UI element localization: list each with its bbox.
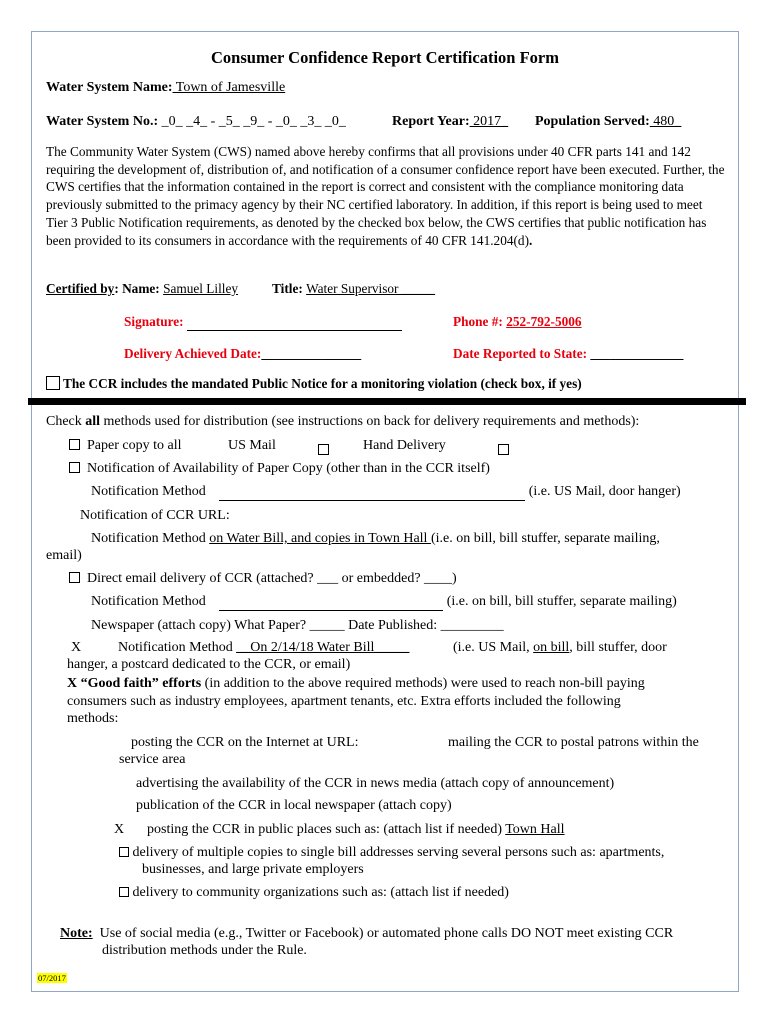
x-hint-post: , bill stuffer, door xyxy=(569,640,667,655)
service-area-text: service area xyxy=(119,752,186,767)
population-row xyxy=(535,114,681,130)
community-org-checkbox[interactable] xyxy=(119,887,129,897)
note-text-1: Use of social media (e.g., Twitter or Facebook) or automated phone calls DO NOT meet existing CCR xyxy=(99,926,674,941)
delivery-date-field[interactable]: _______________ xyxy=(261,346,362,361)
us-mail-option: US Mail xyxy=(228,438,276,453)
good-faith-text-1: (in addition to the above required methods) were used to reach non-bill paying xyxy=(201,676,645,691)
date-reported-label: Date Reported to State: xyxy=(453,346,588,361)
community-org-label: delivery to community organizations such as: (attach list if needed) xyxy=(132,885,509,900)
url-notification-hint: (i.e. on bill, bill stuffer, separate mailing, xyxy=(430,531,660,546)
ccr-notice-row xyxy=(46,376,582,392)
paper-copy-row xyxy=(69,438,181,454)
good-faith-line-3: methods: xyxy=(67,711,119,726)
certification-period: . xyxy=(529,232,533,248)
methods-intro-all: all xyxy=(85,414,101,429)
x-notification-method-value[interactable]: __On 2/14/18 Water Bill_____ xyxy=(236,640,410,655)
population-label: Population Served: xyxy=(535,114,650,129)
certified-title-label: Title: xyxy=(272,281,307,296)
x-hint-pre: (i.e. US Mail, xyxy=(453,640,534,655)
x-notification-hint xyxy=(453,640,667,656)
certified-by-label: Certified by xyxy=(46,281,115,296)
public-places-row xyxy=(147,822,565,838)
note-row xyxy=(60,926,673,942)
multiple-copies-checkbox[interactable] xyxy=(119,847,129,857)
notification-method-field[interactable] xyxy=(219,484,525,501)
x-hint-on-bill: on bill xyxy=(533,640,570,655)
hand-delivery-option: Hand Delivery xyxy=(363,438,446,453)
notification-availability-row xyxy=(69,461,490,477)
publication-option: publication of the CCR in local newspaper (attach copy) xyxy=(136,798,452,813)
methods-intro-post: methods used for distribution (see instructions on back for delivery requirements and methods): xyxy=(100,414,640,429)
x-notification-row xyxy=(118,640,409,656)
direct-email-label: Direct email delivery of CCR (attached? ___ or embedded? ____) xyxy=(87,571,457,586)
signature-field[interactable] xyxy=(187,314,402,331)
public-places-value[interactable]: Town Hall xyxy=(505,822,565,837)
x-notification-hint-2: hanger, a postcard dedicated to the CCR, or email) xyxy=(67,657,351,672)
notification-method-row-2 xyxy=(91,594,677,611)
water-system-no-value[interactable]: _0_ _4_ - _5_ _9_ - _0_ _3_ _0_ xyxy=(161,114,346,129)
public-places-label: posting the CCR in public places such as: (attach list if needed) xyxy=(147,822,506,837)
water-system-no-label: Water System No.: xyxy=(46,114,159,129)
certification-paragraph xyxy=(46,143,726,249)
notification-method-row-1 xyxy=(91,484,681,501)
form-title: Consumer Confidence Report Certification Form xyxy=(211,48,559,67)
certified-by-row xyxy=(46,281,238,297)
water-system-name-value[interactable]: Town of Jamesville xyxy=(172,80,286,95)
multiple-copies-label-2: businesses, and large private employers xyxy=(142,862,364,877)
water-system-name-row xyxy=(46,80,285,96)
certified-title-value[interactable]: Water Supervisor _____ xyxy=(306,281,436,296)
water-system-name-label: Water System Name: xyxy=(46,80,173,95)
date-reported-row xyxy=(453,346,683,362)
ccr-notice-checkbox[interactable] xyxy=(46,376,60,390)
direct-email-checkbox[interactable] xyxy=(69,572,80,583)
newspaper-row: Newspaper (attach copy) What Paper? _____ Date Published: _________ xyxy=(91,618,504,633)
email-notification-hint: (i.e. on bill, bill stuffer, separate mailing) xyxy=(446,594,677,609)
paper-copy-checkbox[interactable] xyxy=(69,439,80,450)
phone-label: Phone #: xyxy=(453,314,507,329)
certified-name-value[interactable]: Samuel Lilley xyxy=(163,281,239,296)
ccr-notice-text: The CCR includes the mandated Public Notice for a monitoring violation (check box, if yes) xyxy=(63,376,582,391)
notification-method-label: Notification Method xyxy=(91,484,206,499)
phone-value[interactable]: 252-792-5006 xyxy=(506,314,582,329)
notification-availability-checkbox[interactable] xyxy=(69,462,80,473)
signature-row xyxy=(124,314,402,331)
multiple-copies-row xyxy=(119,845,664,861)
certification-text: The Community Water System (CWS) named above hereby confirms that all provisions under 40 CFR parts 141 and 142 requiring the development of, distribution of, and notification of a consumer confidence report have been executed. Further, the CWS certifies that the information contained in the report is correct and consistent with the compliance monitoring data previously submitted to the primacy agency by their NC certified laboratory. In addition, if this report is being used to meet Tier 3 Public Notification requirements, as denoted by the checked box below, the CWS certifies that public notification has been provided to its consumers in accordance with the requirements of 40 CFR 141.204(d) xyxy=(46,144,725,248)
notification-availability-label: Notification of Availability of Paper Copy (other than in the CCR itself) xyxy=(87,461,490,476)
advertising-option: advertising the availability of the CCR in news media (attach copy of announcement) xyxy=(136,776,615,791)
note-label: Note: xyxy=(60,926,93,941)
ccr-url-label: Notification of CCR URL: xyxy=(80,508,230,523)
report-year-row xyxy=(392,114,508,130)
direct-email-row xyxy=(69,571,457,587)
community-org-row xyxy=(119,885,509,901)
email-notification-method-field[interactable] xyxy=(219,594,443,611)
report-year-value[interactable]: 2017_ xyxy=(469,114,509,129)
paper-copy-label: Paper copy to all xyxy=(87,438,182,453)
certified-name-label: : Name: xyxy=(114,281,164,296)
water-system-no-row xyxy=(46,114,346,130)
delivery-date-label: Delivery Achieved Date: xyxy=(124,346,262,361)
phone-row xyxy=(453,314,582,330)
x-mark-1[interactable]: X xyxy=(71,640,82,655)
methods-intro xyxy=(46,414,639,430)
delivery-date-row xyxy=(124,346,361,362)
url-notification-hint-2: email) xyxy=(46,548,82,563)
us-mail-checkbox[interactable] xyxy=(318,441,329,459)
good-faith-line-2: consumers such as industry employees, apartment tenants, etc. Extra efforts included the following xyxy=(67,694,621,709)
form-version: 07/2017 xyxy=(38,973,66,983)
section-divider xyxy=(28,398,746,405)
report-year-label: Report Year: xyxy=(392,114,470,129)
signature-label: Signature: xyxy=(124,314,184,329)
good-faith-line-1 xyxy=(67,676,645,692)
url-notification-row xyxy=(91,531,660,547)
x-notification-method-label: Notification Method xyxy=(118,640,233,655)
email-notification-method-label: Notification Method xyxy=(91,594,206,609)
population-value[interactable]: 480_ xyxy=(649,114,682,129)
notification-method-hint: (i.e. US Mail, door hanger) xyxy=(528,484,681,499)
internet-posting-option: posting the CCR on the Internet at URL: xyxy=(131,735,359,750)
url-notification-method-value[interactable]: on Water Bill, and copies in Town Hall xyxy=(209,531,431,546)
good-faith-label: X “Good faith” efforts xyxy=(67,676,202,691)
url-notification-method-label: Notification Method xyxy=(91,531,206,546)
note-text-2: distribution methods under the Rule. xyxy=(102,943,307,958)
certified-title-row xyxy=(272,281,435,297)
date-reported-field[interactable]: ______________ xyxy=(590,346,684,361)
methods-intro-pre: Check xyxy=(46,414,86,429)
mailing-option: mailing the CCR to postal patrons within the xyxy=(448,735,699,750)
x-mark-2[interactable]: X xyxy=(114,822,125,837)
multiple-copies-label: delivery of multiple copies to single bill addresses serving several persons such as: apartments, xyxy=(132,845,665,860)
hand-delivery-checkbox[interactable] xyxy=(498,441,509,459)
